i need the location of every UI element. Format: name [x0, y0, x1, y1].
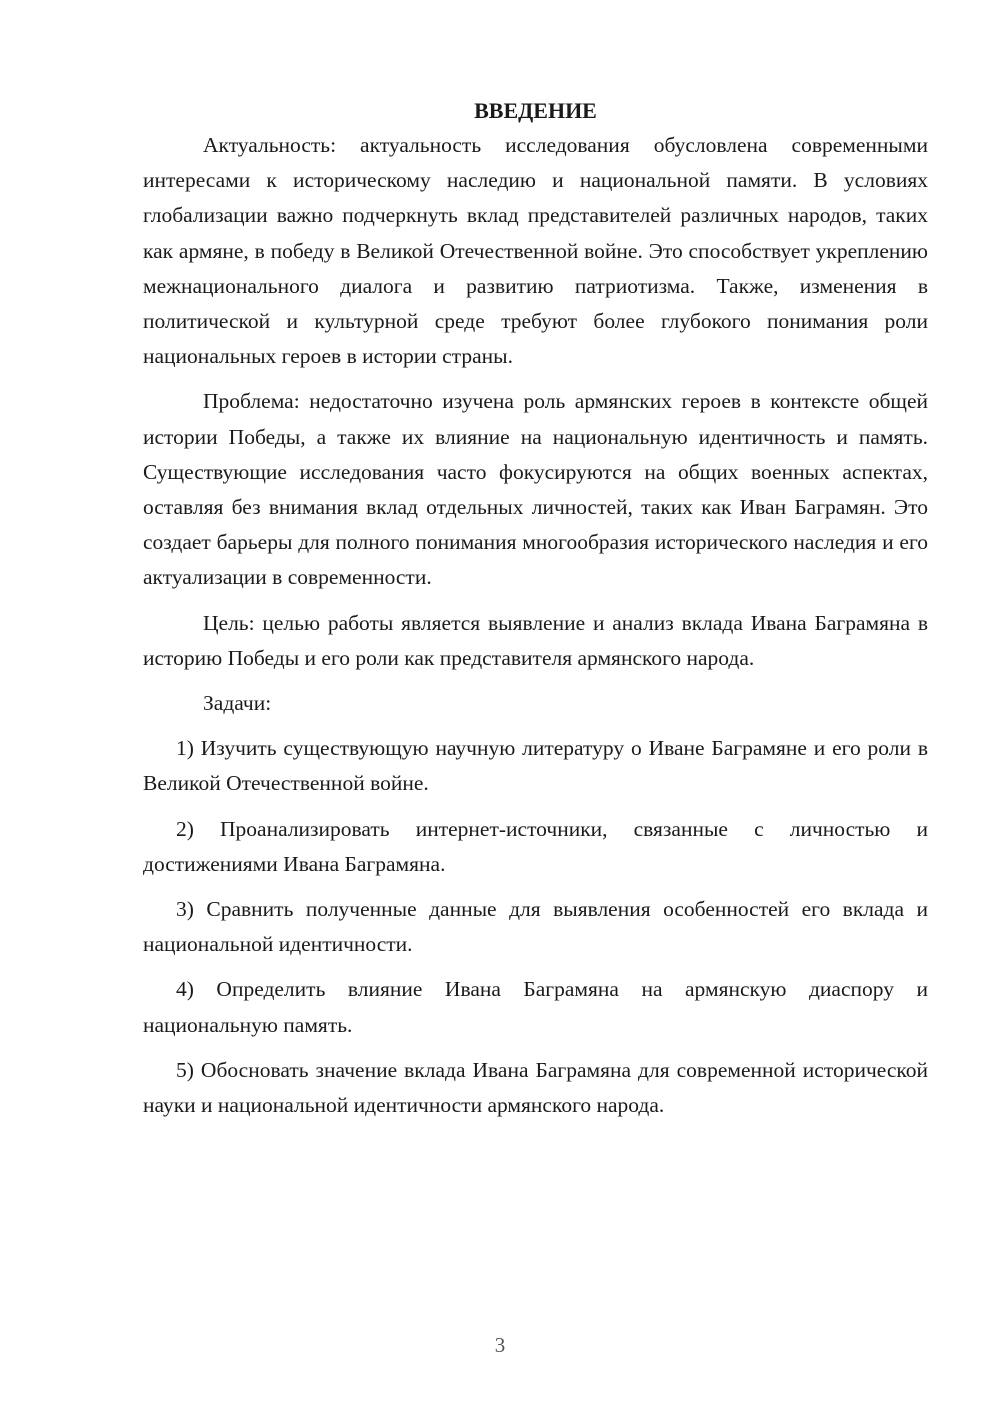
goal-paragraph: Цель: целью работы является выявление и анализ вклада Ивана Баграмяна в историю Победы и его роли как представителя армянского народа. — [143, 610, 928, 670]
relevance-paragraph: Актуальность: актуальность исследования обусловлена современными интересами к историческому наследию и национальной памяти. В условиях глобализации важно подчеркнуть вклад представителей различных народов, таких как армяне, в победу в Великой Отечественной войне. Это способствует укреплению межнационального диалога и развитию патриотизма. Также, изменения в политической и культурной среде требуют более глубокого понимания роли национальных героев в истории страны. — [143, 133, 928, 369]
task-item: 4) Определить влияние Ивана Баграмяна на армянскую диаспору и национальную память. — [143, 977, 928, 1037]
task-item: 3) Сравнить полученные данные для выявления особенностей его вклада и национальной идентичности. — [143, 897, 928, 957]
task-item: 5) Обосновать значение вклада Ивана Баграмяна для современной исторической науки и национальной идентичности армянского народа. — [143, 1057, 928, 1118]
task-item: 2) Проанализировать интернет-источники, связанные с личностью и достижениями Ивана Баграмяна. — [143, 816, 928, 876]
page-title: ВВЕДЕНИЕ — [474, 98, 597, 123]
tasks-heading: Задачи: — [203, 691, 272, 716]
task-item: 1) Изучить существующую научную литературу о Иване Баграмяне и его роли в Великой Отечественной войне. — [143, 736, 928, 796]
problem-paragraph: Проблема: недостаточно изучена роль армянских героев в контексте общей истории Победы, а также их влияние на национальную идентичность и память. Существующие исследования часто фокусируются на общих военных аспектах, оставляя без внимания вклад отдельных личностей, таких как Иван Баграмян. Это создает барьеры для полного понимания многообразия исторического наследия и его актуализации в современности. — [143, 389, 928, 590]
page-content — [143, 93, 928, 1123]
tasks-list — [143, 731, 928, 1123]
page-number: 3 — [494, 1333, 506, 1357]
